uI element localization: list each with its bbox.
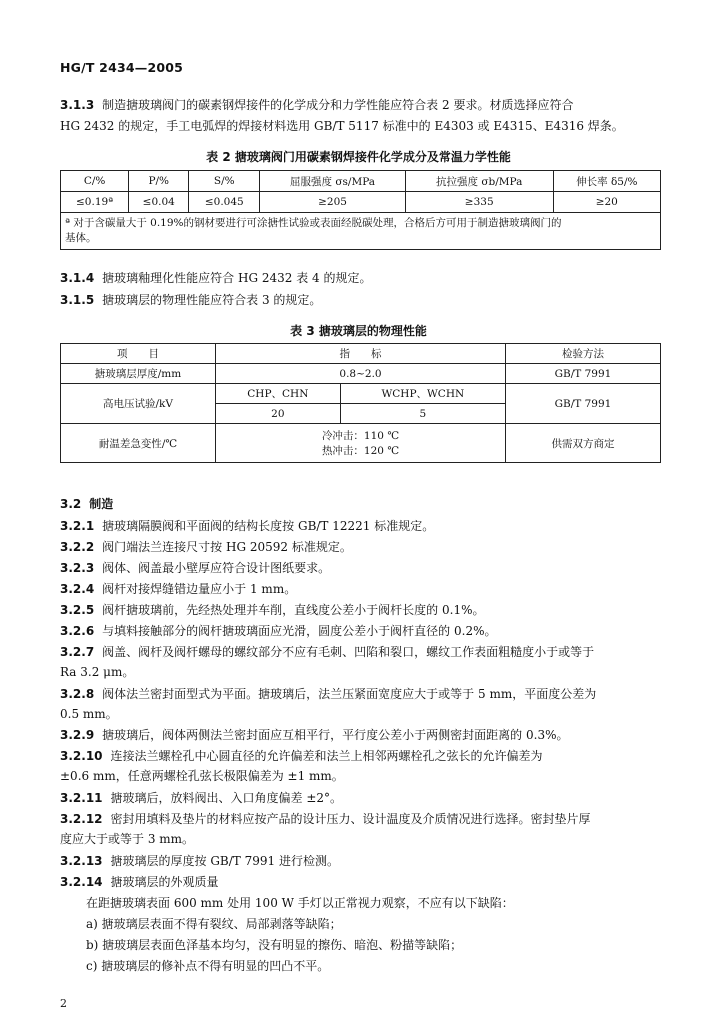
clause-3-2-5: [60, 602, 660, 618]
clause-number: 3.2.2: [60, 540, 95, 554]
table-cell: GB/T 7991: [506, 384, 661, 424]
clause-number: 3.2.5: [60, 603, 95, 617]
clause-3-2-8: [60, 686, 660, 702]
section-number: 3.2: [60, 497, 82, 511]
footnote-line: 基体。: [65, 232, 97, 244]
table-header-row: [61, 344, 661, 364]
clause-number: 3.2.12: [60, 812, 103, 826]
table-footnote: [61, 213, 661, 250]
clause-3-1-4: [60, 270, 660, 286]
clause-number: 3.1.5: [60, 293, 95, 307]
table-cell: ≤0.19ª: [61, 192, 129, 213]
clause-3-2-4: [60, 581, 660, 597]
clause-number: 3.1.3: [60, 98, 95, 112]
clause-3-2-14-para: 在距搪玻璃表面 600 mm 处用 100 W 手灯以正常视力观察，不应有以下缺陷：: [86, 896, 514, 910]
standard-number: HG/T 2434—2005: [60, 60, 184, 75]
table-header-row: [61, 171, 661, 192]
clause-number: 3.2.7: [60, 645, 95, 659]
footnote-line: ª 对于含碳量大于 0.19%的钢材要进行可涂搪性试验或表面经脱碳处理，合格后方可用于制造搪玻璃阀门的: [65, 217, 562, 229]
header-cell: 指 标: [216, 344, 506, 364]
clause-3-2-2: [60, 539, 660, 555]
table3: [60, 343, 661, 463]
clause-number: 3.2.10: [60, 749, 103, 763]
clause-number: 3.2.4: [60, 582, 95, 596]
clause-3-1-3-cont: HG 2432 的规定，手工电弧焊的焊接材料选用 GB/T 5117 标准中的 E4303 或 E4315、E4316 焊条。: [60, 119, 624, 133]
table-cell: 20: [216, 404, 341, 424]
clause-number: 3.2.13: [60, 854, 103, 868]
clause-3-2-1: [60, 518, 660, 534]
clause-number: 3.2.11: [60, 791, 103, 805]
clause-3-2-3: [60, 560, 660, 576]
clause-text: 搪玻璃隔膜阀和平面阀的结构长度按 GB/T 12221 标准规定。: [102, 519, 435, 533]
clause-text: 密封用填料及垫片的材料应按产品的设计压力、设计温度及介质情况进行选择。密封垫片厚: [110, 812, 591, 826]
header-cell: 抗拉强度 σb/MPa: [405, 171, 553, 192]
table2: [60, 170, 661, 250]
header-cell: 屈服强度 σs/MPa: [260, 171, 406, 192]
clause-3-2-10-cont: ±0.6 mm，任意两螺栓孔弦长极限偏差为 ±1 mm。: [60, 769, 344, 783]
clause-3-2-12-cont: 度应大于或等于 3 mm。: [60, 832, 195, 846]
table-footnote-row: [61, 213, 661, 250]
clause-number: 3.1.4: [60, 271, 95, 285]
table-cell: WCHP、WCHN: [340, 384, 505, 404]
table-row: [61, 364, 661, 384]
clause-3-2-6: [60, 623, 660, 639]
section-3-2: [60, 496, 660, 512]
table-cell: ≤0.045: [189, 192, 260, 213]
clause-text: 阀体、阀盖最小壁厚应符合设计图纸要求。: [102, 561, 331, 575]
clause-text: 阀杆对接焊缝错边量应小于 1 mm。: [102, 582, 297, 596]
clause-text: 连接法兰螺栓孔中心圆直径的允许偏差和法兰上相邻两螺栓孔之弦长的允许偏差为: [110, 749, 543, 763]
clause-number: 3.2.1: [60, 519, 95, 533]
table-cell: ≤0.04: [129, 192, 189, 213]
table-row: [61, 424, 661, 463]
clause-3-2-7: [60, 644, 660, 660]
header-cell: 检验方法: [506, 344, 661, 364]
clause-3-2-11: [60, 790, 660, 806]
clause-3-2-7-cont: Ra 3.2 μm。: [60, 665, 135, 679]
table-cell: 高电压试验/kV: [61, 384, 216, 424]
clause-text: 搪玻璃后，阀体两侧法兰密封面应互相平行，平行度公差小于两侧密封面距离的 0.3%。: [102, 728, 569, 742]
list-item-c: c) 搪玻璃层的修补点不得有明显的凹凸不平。: [86, 959, 330, 973]
header-cell: P/%: [129, 171, 189, 192]
list-item-a: a) 搪玻璃层表面不得有裂纹、局部剥落等缺陷；: [86, 917, 342, 931]
table-cell: 0.8~2.0: [216, 364, 506, 384]
clause-3-2-8-cont: 0.5 mm。: [60, 707, 118, 721]
clause-text: 阀体法兰密封面型式为平面。搪玻璃后，法兰压紧面宽度应大于或等于 5 mm，平面度公差为: [102, 687, 597, 701]
clause-text: 搪玻璃釉理化性能应符合 HG 2432 表 4 的规定。: [102, 271, 372, 285]
clause-text: 搪玻璃后，放料阀出、入口角度偏差 ±2°。: [110, 791, 343, 805]
clause-3-2-9: [60, 727, 660, 743]
clause-3-2-14: [60, 874, 660, 890]
clause-3-2-10: [60, 748, 660, 764]
clause-text: 搪玻璃层的物理性能应符合表 3 的规定。: [102, 293, 322, 307]
clause-text: 阀门端法兰连接尺寸按 HG 20592 标准规定。: [102, 540, 352, 554]
table-cell: 搪玻璃层厚度/mm: [61, 364, 216, 384]
table-cell: CHP、CHN: [216, 384, 341, 404]
table-cell: ≥20: [553, 192, 660, 213]
index-line: 热冲击：120 ℃: [321, 445, 400, 457]
header-cell: 项 目: [61, 344, 216, 364]
table-cell: ≥205: [260, 192, 406, 213]
table2-caption: 表 2 搪玻璃阀门用碳素钢焊接件化学成分及常温力学性能: [206, 150, 511, 164]
clause-number: 3.2.6: [60, 624, 95, 638]
table-cell: 耐温差急变性/℃: [61, 424, 216, 463]
clause-text: 搪玻璃层的外观质量: [110, 875, 219, 889]
clause-number: 3.2.8: [60, 687, 95, 701]
table-row: [61, 384, 661, 404]
section-title: 制造: [89, 497, 114, 511]
clause-3-1-3: [60, 97, 660, 113]
table-cell: 5: [340, 404, 505, 424]
clause-number: 3.2.9: [60, 728, 95, 742]
clause-number: 3.2.14: [60, 875, 103, 889]
clause-number: 3.2.3: [60, 561, 95, 575]
table-cell: GB/T 7991: [506, 364, 661, 384]
header-cell: 伸长率 δ5/%: [553, 171, 660, 192]
header-cell: C/%: [61, 171, 129, 192]
clause-3-2-13: [60, 853, 660, 869]
table-row: [61, 192, 661, 213]
clause-3-1-5: [60, 292, 660, 308]
clause-text: 制造搪玻璃阀门的碳素钢焊接件的化学成分和力学性能应符合表 2 要求。材质选择应符合: [102, 98, 574, 112]
table-cell: ≥335: [405, 192, 553, 213]
clause-text: 阀杆搪玻璃前，先经热处理并车削，直线度公差小于阀杆长度的 0.1%。: [102, 603, 485, 617]
index-line: 冷冲击：110 ℃: [321, 430, 400, 442]
table-cell: [216, 424, 506, 463]
clause-text: 搪玻璃层的厚度按 GB/T 7991 进行检测。: [110, 854, 339, 868]
clause-text: 与填料接触部分的阀杆搪玻璃面应光滑，圆度公差小于阀杆直径的 0.2%。: [102, 624, 497, 638]
table3-caption: 表 3 搪玻璃层的物理性能: [290, 324, 427, 338]
list-item-b: b) 搪玻璃层表面色泽基本均匀，没有明显的擦伤、暗泡、粉描等缺陷；: [86, 938, 463, 952]
table-cell: 供需双方商定: [506, 424, 661, 463]
page-number: 2: [60, 997, 67, 1010]
clause-text: 阀盖、阀杆及阀杆螺母的螺纹部分不应有毛刺、凹陷和裂口，螺纹工作表面粗糙度小于或等于: [102, 645, 595, 659]
clause-3-2-12: [60, 811, 660, 827]
header-cell: S/%: [189, 171, 260, 192]
